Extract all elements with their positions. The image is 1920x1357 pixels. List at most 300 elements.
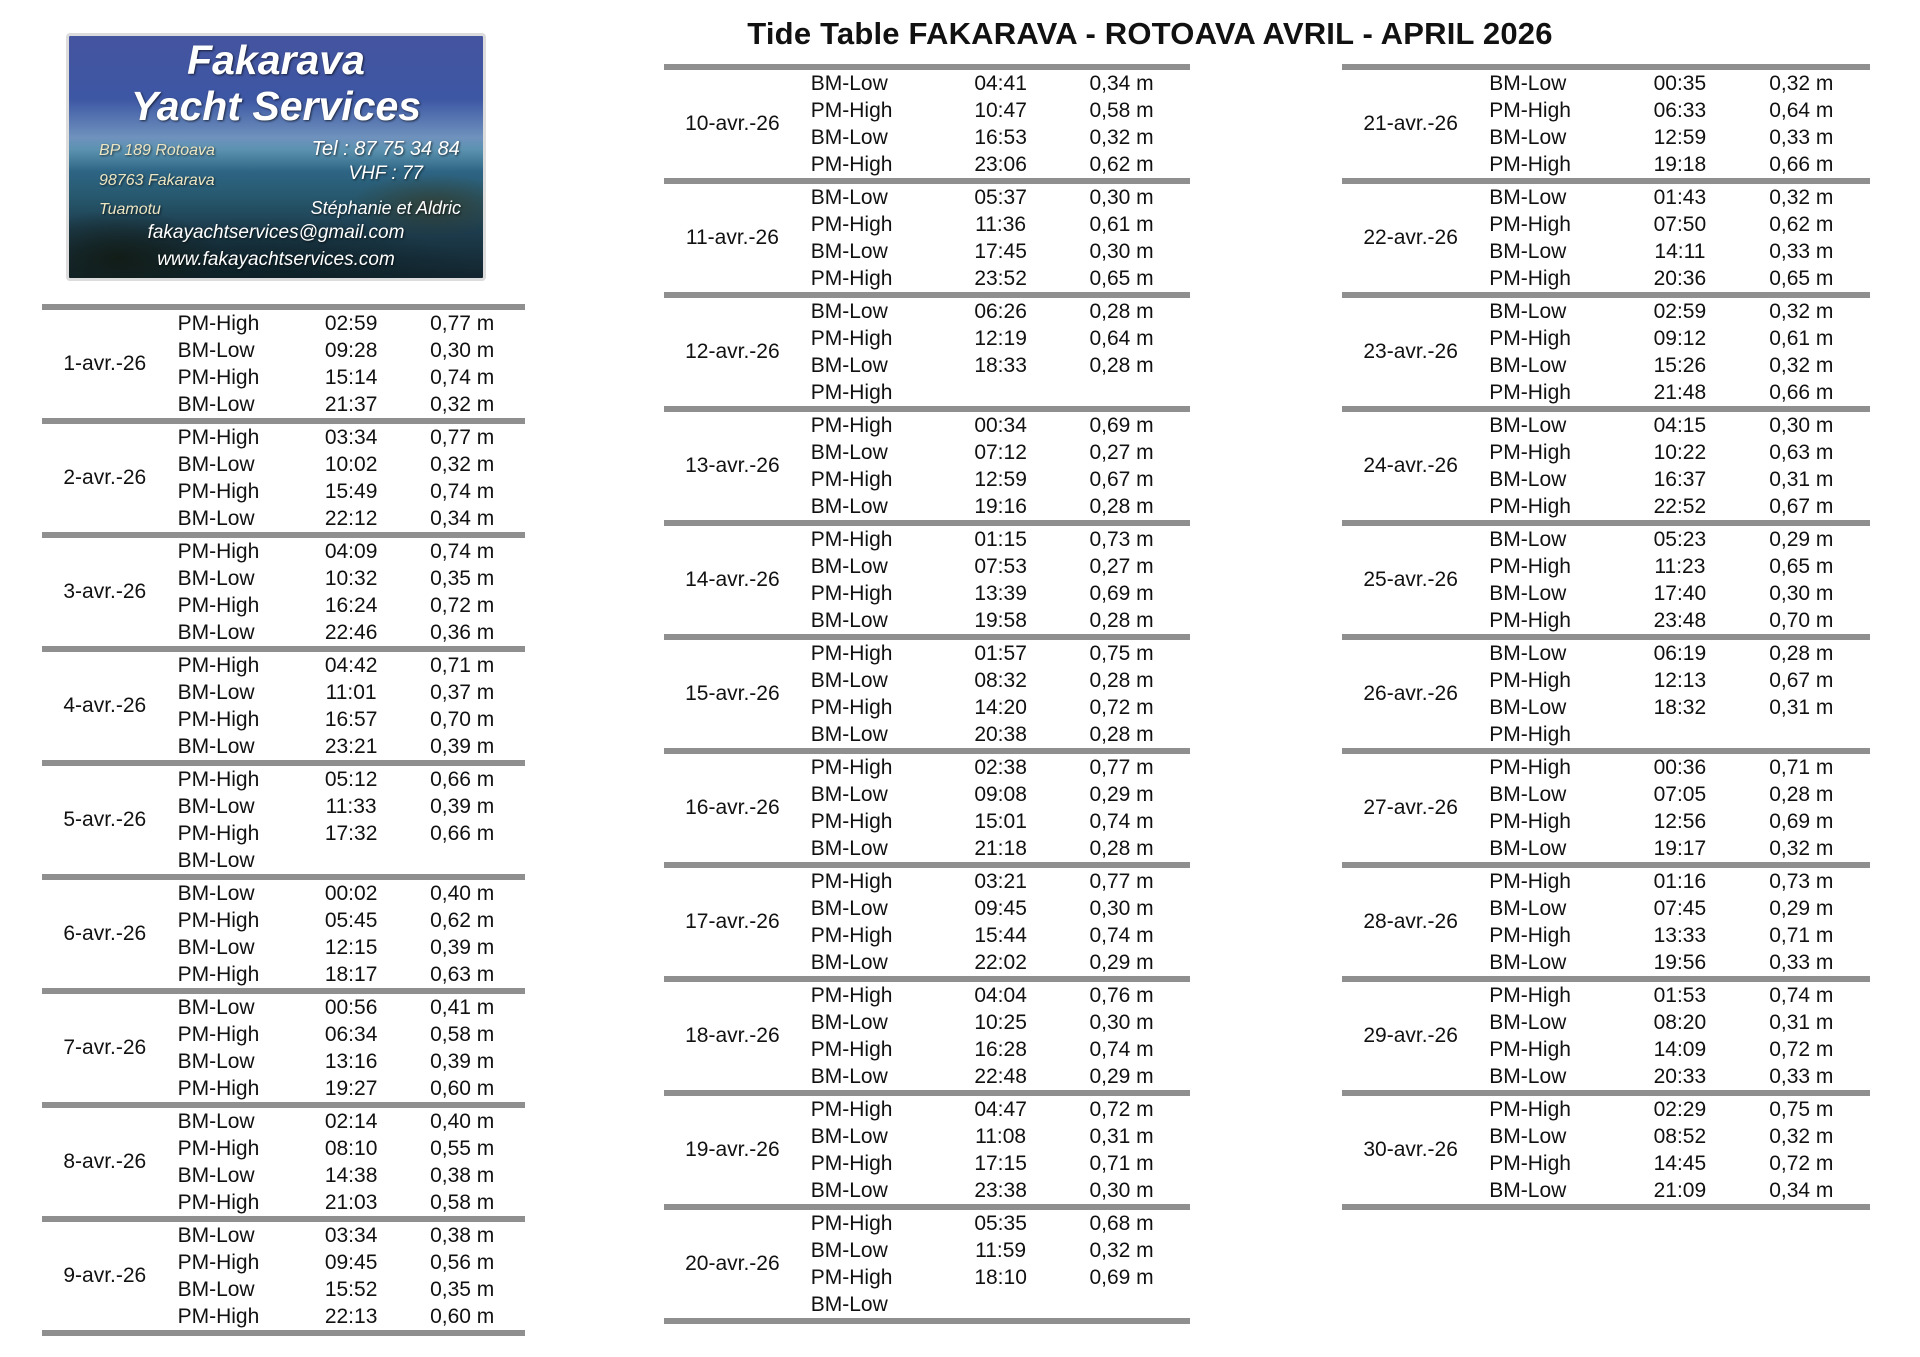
tide-time-cell: 09:08 [974,783,1027,806]
tide-type-cell: BM-Low [810,186,888,209]
logo-brand-line2: Yacht Services [130,82,422,129]
tide-height-cell: 0,63 m [1769,441,1834,464]
tide-height-cell: 0,69 m [1089,1266,1154,1289]
tide-time-cell: 11:08 [975,1125,1027,1148]
date-cell: 17-avr.-26 [685,910,780,933]
tide-type-cell: PM-High [177,1305,260,1328]
tide-time-cell: 23:21 [324,735,378,758]
tide-type-cell: PM-High [177,480,260,503]
tide-type-cell: BM-Low [1489,186,1567,209]
tide-time-cell: 11:33 [325,795,377,818]
tide-height-cell: 0,71 m [1769,924,1834,947]
tide-time-cell: 06:33 [1653,99,1707,122]
tide-height-cell: 0,33 m [1769,240,1834,263]
tide-type-cell: PM-High [810,1212,893,1235]
tide-height-cell: 0,39 m [430,735,495,758]
tide-time-cell: 11:01 [325,681,377,704]
tide-type-cell: BM-Low [810,1125,888,1148]
tide-type-cell: PM-High [1489,153,1571,176]
tide-time-cell: 08:10 [324,1137,378,1160]
tide-time-cell: 15:14 [324,366,378,389]
tide-time-cell: 22:13 [324,1305,378,1328]
tide-type-cell: PM-High [177,1077,260,1100]
tide-time-cell: 22:46 [324,621,378,644]
tide-time-cell: 21:03 [324,1191,378,1214]
tide-height-cell: 0,30 m [430,339,495,362]
tide-time-cell: 06:26 [974,300,1027,323]
tide-type-cell: BM-Low [1489,1125,1567,1148]
tide-type-cell: PM-High [1489,555,1571,578]
tide-height-cell: 0,69 m [1769,810,1834,833]
day-block [664,292,1190,406]
tide-height-cell: 0,40 m [430,1110,495,1133]
tide-time-cell: 15:01 [974,810,1027,833]
tide-height-cell: 0,73 m [1769,870,1834,893]
tide-type-cell: PM-High [177,708,260,731]
tide-type-cell: BM-Low [1489,72,1567,95]
tide-height-cell: 0,31 m [1769,696,1834,719]
tide-type-cell: PM-High [810,870,893,893]
tide-time-cell: 05:12 [324,768,378,791]
tide-height-cell: 0,28 m [1769,783,1834,806]
tide-height-cell: 0,31 m [1769,1011,1834,1034]
tide-type-cell: PM-High [1489,213,1571,236]
tide-time-cell: 10:32 [324,567,378,590]
tide-time-cell: 00:56 [324,996,378,1019]
date-cell: 25-avr.-26 [1363,568,1458,591]
logo-owners: Stéphanie et Aldric [310,197,461,218]
tide-height-cell: 0,72 m [1089,696,1154,719]
tide-height-cell: 0,60 m [430,1305,495,1328]
tide-type-cell: PM-High [810,810,893,833]
tide-type-cell: BM-Low [1489,837,1567,860]
tide-time-cell: 04:09 [324,540,378,563]
tide-time-cell: 06:34 [324,1023,378,1046]
tide-type-cell: BM-Low [810,1239,888,1262]
tide-height-cell: 0,56 m [430,1251,495,1274]
date-cell: 14-avr.-26 [685,568,780,591]
tide-type-cell: PM-High [1489,609,1571,632]
day-block [42,1102,525,1216]
tide-type-cell: BM-Low [1489,582,1567,605]
tide-time-cell: 10:02 [324,453,378,476]
tide-type-cell: BM-Low [810,1293,888,1316]
tide-type-cell: PM-High [1489,810,1571,833]
tide-height-cell: 0,28 m [1089,495,1154,518]
logo-brand-name [69,38,483,130]
tide-type-cell: PM-High [810,1098,893,1121]
tide-height-cell: 0,66 m [430,822,495,845]
tide-height-cell: 0,74 m [430,540,495,563]
tide-time-cell: 14:09 [1653,1038,1707,1061]
tide-height-cell: 0,71 m [1769,756,1834,779]
tide-height-cell: 0,33 m [1769,951,1834,974]
tide-type-cell: BM-Low [177,882,255,905]
day-block [664,862,1190,976]
tide-height-cell: 0,77 m [1089,756,1154,779]
day-block [42,874,525,988]
tide-height-cell: 0,70 m [430,708,495,731]
day-block [42,304,525,418]
tide-height-cell: 0,32 m [1769,354,1834,377]
tide-height-cell: 0,29 m [1089,1065,1154,1088]
tide-height-cell: 0,74 m [1089,1038,1154,1061]
tide-time-cell: 20:33 [1653,1065,1707,1088]
day-block [664,976,1190,1090]
tide-time-cell: 00:35 [1653,72,1707,95]
tide-type-cell: PM-High [810,414,893,437]
date-cell: 6-avr.-26 [63,922,147,945]
tide-height-cell: 0,60 m [430,1077,495,1100]
tide-type-cell: PM-High [177,768,260,791]
logo-email: fakayachtservices@gmail.com [147,222,405,243]
tide-height-cell: 0,29 m [1769,897,1834,920]
tide-time-cell: 11:59 [975,1239,1027,1262]
tide-time-cell: 20:36 [1653,267,1707,290]
tide-type-cell: BM-Low [1489,897,1567,920]
tide-type-cell: PM-High [177,822,260,845]
tide-height-cell: 0,64 m [1769,99,1834,122]
tide-type-cell: PM-High [1489,756,1571,779]
day-block [42,760,525,874]
tide-height-cell: 0,32 m [430,393,495,416]
tide-type-cell: PM-High [177,426,260,449]
tide-height-cell: 0,39 m [430,936,495,959]
tide-time-cell: 12:59 [1653,126,1707,149]
tide-type-cell: PM-High [810,468,893,491]
tide-time-cell: 02:38 [974,756,1027,779]
day-block [1342,634,1870,748]
tide-type-cell: BM-Low [177,339,255,362]
tide-height-cell: 0,28 m [1089,609,1154,632]
day-block [664,406,1190,520]
tide-time-cell: 14:20 [974,696,1027,719]
tide-height-cell: 0,28 m [1089,837,1154,860]
tide-height-cell: 0,69 m [1089,414,1154,437]
tide-time-cell: 19:17 [1653,837,1707,860]
date-cell: 15-avr.-26 [685,682,780,705]
tide-type-cell: BM-Low [177,681,255,704]
tide-time-cell: 08:32 [974,669,1027,692]
tide-type-cell: PM-High [177,366,260,389]
tide-time-cell: 03:21 [974,870,1027,893]
tide-type-cell: BM-Low [177,936,255,959]
tide-type-cell: PM-High [1489,99,1571,122]
tide-type-cell: BM-Low [1489,240,1567,263]
tide-time-cell [948,379,1053,406]
tide-type-cell: BM-Low [810,1179,888,1202]
tide-height-cell: 0,66 m [430,768,495,791]
tide-type-cell: PM-High [177,654,260,677]
tide-height-cell: 0,32 m [1769,1125,1834,1148]
tide-time-cell: 02:29 [1653,1098,1707,1121]
tide-height-cell: 0,32 m [1089,1239,1154,1262]
tide-time-cell: 19:56 [1653,951,1707,974]
tide-type-cell: BM-Low [1489,528,1567,551]
tide-time-cell: 17:45 [974,240,1027,263]
date-cell: 22-avr.-26 [1363,226,1458,249]
tide-time-cell: 00:34 [974,414,1027,437]
tide-height-cell: 0,64 m [1089,327,1154,350]
tide-height-cell: 0,30 m [1089,897,1154,920]
logo-address-line2: 98763 Fakarava [99,171,215,189]
date-cell: 24-avr.-26 [1363,454,1458,477]
tide-time-cell: 16:57 [324,708,378,731]
logo-address-line3: Tuamotu [99,201,161,219]
date-cell: 3-avr.-26 [63,580,147,603]
tide-height-cell: 0,28 m [1089,669,1154,692]
tide-table-column-3 [1342,64,1870,1210]
tide-height-cell: 0,41 m [430,996,495,1019]
tide-type-cell: PM-High [177,312,260,335]
tide-time-cell: 17:15 [974,1152,1027,1175]
tide-time-cell: 15:26 [1653,354,1707,377]
date-cell: 28-avr.-26 [1363,910,1458,933]
tide-height-cell: 0,58 m [430,1023,495,1046]
tide-type-cell: BM-Low [810,495,888,518]
tide-type-cell: BM-Low [810,354,888,377]
tide-height-cell: 0,63 m [430,963,495,986]
tide-time-cell: 18:32 [1653,696,1707,719]
day-block [1342,292,1870,406]
tide-time-cell: 02:59 [1653,300,1707,323]
tide-height-cell: 0,75 m [1769,1098,1834,1121]
tide-height-cell: 0,74 m [430,480,495,503]
tide-type-cell: BM-Low [810,669,888,692]
tide-height-cell: 0,72 m [1769,1038,1834,1061]
tide-time-cell: 05:35 [974,1212,1027,1235]
tide-type-cell: BM-Low [810,837,888,860]
tide-time-cell: 21:48 [1653,381,1707,404]
tide-time-cell: 18:17 [324,963,378,986]
date-cell: 27-avr.-26 [1363,796,1458,819]
tide-type-cell: BM-Low [810,609,888,632]
tide-type-cell: PM-High [1489,1038,1571,1061]
tide-time-cell: 12:13 [1653,669,1707,692]
tide-time-cell: 07:12 [974,441,1027,464]
day-block [1342,976,1870,1090]
tide-type-cell: BM-Low [810,126,888,149]
tide-time-cell: 16:24 [324,594,378,617]
logo-contact [311,136,461,220]
tide-time-cell: 09:45 [324,1251,378,1274]
tide-time-cell: 04:15 [1653,414,1707,437]
tide-height-cell: 0,55 m [430,1137,495,1160]
tide-type-cell: PM-High [810,1266,893,1289]
tide-height-cell: 0,34 m [1089,72,1154,95]
tide-height-cell [1053,379,1190,406]
day-block [42,646,525,760]
tide-height-cell: 0,69 m [1089,582,1154,605]
tide-height-cell: 0,75 m [1089,642,1154,665]
tide-time-cell: 23:48 [1653,609,1707,632]
tide-type-cell: PM-High [810,1152,893,1175]
tide-height-cell: 0,33 m [1769,1065,1834,1088]
day-block [664,1204,1190,1318]
day-block [42,1216,525,1330]
tide-time-cell: 23:52 [974,267,1027,290]
tide-time-cell: 13:16 [324,1050,378,1073]
tide-time-cell: 12:56 [1653,810,1707,833]
tide-type-cell: BM-Low [810,300,888,323]
tide-type-cell: PM-High [1489,723,1571,746]
tide-time-cell: 00:02 [324,882,378,905]
tide-time-cell: 04:47 [974,1098,1027,1121]
tide-height-cell: 0,58 m [430,1191,495,1214]
day-block [1342,178,1870,292]
tide-height-cell: 0,32 m [1769,300,1834,323]
tide-time-cell [303,847,400,874]
tide-time-cell: 08:52 [1653,1125,1707,1148]
logo-address-line1: BP 189 Rotoava [99,142,215,159]
tide-height-cell: 0,35 m [430,1278,495,1301]
tide-height-cell: 0,73 m [1089,528,1154,551]
tide-height-cell: 0,29 m [1089,951,1154,974]
tide-time-cell: 14:38 [324,1164,378,1187]
tide-time-cell: 01:57 [974,642,1027,665]
tide-time-cell: 12:15 [324,936,378,959]
tide-time-cell: 05:37 [974,186,1027,209]
tide-time-cell: 22:02 [974,951,1027,974]
tide-height-cell: 0,32 m [1769,837,1834,860]
date-cell: 18-avr.-26 [685,1024,780,1047]
day-block [664,634,1190,748]
tide-time-cell: 22:52 [1653,495,1707,518]
tide-type-cell: BM-Low [1489,300,1567,323]
tide-type-cell: PM-High [810,327,893,350]
tide-height-cell: 0,72 m [1769,1152,1834,1175]
tide-type-cell: PM-High [177,594,260,617]
tide-time-cell: 10:25 [974,1011,1027,1034]
tide-type-cell: PM-High [810,696,893,719]
day-block [664,1090,1190,1204]
tide-height-cell: 0,62 m [1089,153,1154,176]
tide-type-cell: BM-Low [1489,126,1567,149]
day-block [1342,1090,1870,1204]
tide-time-cell: 16:53 [974,126,1027,149]
tide-time-cell: 14:45 [1653,1152,1707,1175]
day-block [1342,520,1870,634]
tide-height-cell: 0,33 m [1769,126,1834,149]
tide-time-cell: 22:12 [324,507,378,530]
tide-time-cell: 02:14 [324,1110,378,1133]
tide-height-cell: 0,30 m [1769,582,1834,605]
tide-type-cell: PM-High [810,924,893,947]
tide-time-cell: 19:18 [1653,153,1707,176]
day-block [1342,64,1870,178]
tide-height-cell: 0,74 m [1089,810,1154,833]
tide-type-cell: BM-Low [810,72,888,95]
tide-time-cell: 01:15 [974,528,1027,551]
tide-type-cell: PM-High [810,528,893,551]
tide-height-cell: 0,32 m [1769,72,1834,95]
date-cell: 20-avr.-26 [685,1252,780,1275]
tide-height-cell: 0,67 m [1769,669,1834,692]
tide-height-cell: 0,65 m [1769,267,1834,290]
tide-type-cell: BM-Low [177,1110,255,1133]
date-cell: 12-avr.-26 [685,340,780,363]
tide-type-cell: BM-Low [1489,783,1567,806]
tide-time-cell: 15:52 [324,1278,378,1301]
date-cell: 19-avr.-26 [685,1138,780,1161]
tide-type-cell: BM-Low [177,453,255,476]
tide-type-cell: PM-High [177,1137,260,1160]
tide-height-cell: 0,71 m [1089,1152,1154,1175]
page-title: Tide Table FAKARAVA - ROTOAVA AVRIL - APRIL 2026 [747,16,1553,51]
tide-type-cell: BM-Low [177,393,255,416]
tide-type-cell: PM-High [1489,984,1571,1007]
tide-height-cell: 0,77 m [430,426,495,449]
tide-height-cell: 0,30 m [1089,1011,1154,1034]
tide-height-cell: 0,32 m [430,453,495,476]
tide-type-cell: BM-Low [1489,1011,1567,1034]
tide-height-cell: 0,31 m [1089,1125,1154,1148]
tide-type-cell: PM-High [1489,381,1571,404]
tide-height-cell: 0,32 m [1089,126,1154,149]
tide-height-cell: 0,61 m [1769,327,1834,350]
tide-height-cell: 0,68 m [1089,1212,1154,1235]
tide-height-cell: 0,62 m [1769,213,1834,236]
tide-type-cell: PM-High [810,756,893,779]
tide-type-cell: BM-Low [177,1050,255,1073]
tide-type-cell: BM-Low [177,795,255,818]
tide-height-cell: 0,65 m [1769,555,1834,578]
tide-height-cell: 0,30 m [1089,1179,1154,1202]
tide-time-cell: 13:39 [974,582,1027,605]
tide-time-cell: 17:32 [324,822,378,845]
tide-type-cell: PM-High [1489,669,1571,692]
tide-time-cell: 21:37 [324,393,378,416]
tide-type-cell: PM-High [1489,1152,1571,1175]
tide-height-cell: 0,36 m [430,621,495,644]
tide-time-cell: 19:16 [974,495,1027,518]
tide-time-cell: 07:53 [974,555,1027,578]
tide-time-cell: 07:50 [1653,213,1707,236]
tide-height-cell: 0,77 m [1089,870,1154,893]
tide-time-cell: 01:43 [1653,186,1707,209]
day-block [664,178,1190,292]
tide-type-cell: BM-Low [177,567,255,590]
day-block [42,532,525,646]
tide-time-cell: 08:20 [1653,1011,1707,1034]
tide-type-cell: BM-Low [1489,1179,1567,1202]
tide-type-cell: PM-High [810,984,893,1007]
tide-height-cell: 0,27 m [1089,441,1154,464]
tide-type-cell: PM-High [810,267,893,290]
tide-height-cell [399,847,525,874]
tide-time-cell: 00:36 [1653,756,1707,779]
day-block [42,418,525,532]
tide-type-cell: BM-Low [177,735,255,758]
tide-type-cell: PM-High [810,582,893,605]
logo-vhf: VHF : 77 [348,163,424,184]
day-block [1342,748,1870,862]
tide-time-cell: 23:06 [974,153,1027,176]
tide-time-cell: 09:28 [324,339,378,362]
date-cell: 16-avr.-26 [685,796,780,819]
tide-type-cell: PM-High [177,540,260,563]
tide-time-cell: 05:45 [324,909,378,932]
tide-type-cell: PM-High [810,99,893,122]
date-cell: 21-avr.-26 [1363,112,1458,135]
tide-height-cell: 0,74 m [1769,984,1834,1007]
tide-time-cell: 11:23 [1654,555,1706,578]
tide-type-cell: PM-High [177,1251,260,1274]
tide-type-cell: PM-High [1489,267,1571,290]
tide-type-cell: BM-Low [1489,1065,1567,1088]
tide-height-cell: 0,39 m [430,795,495,818]
tide-time-cell: 12:59 [974,468,1027,491]
